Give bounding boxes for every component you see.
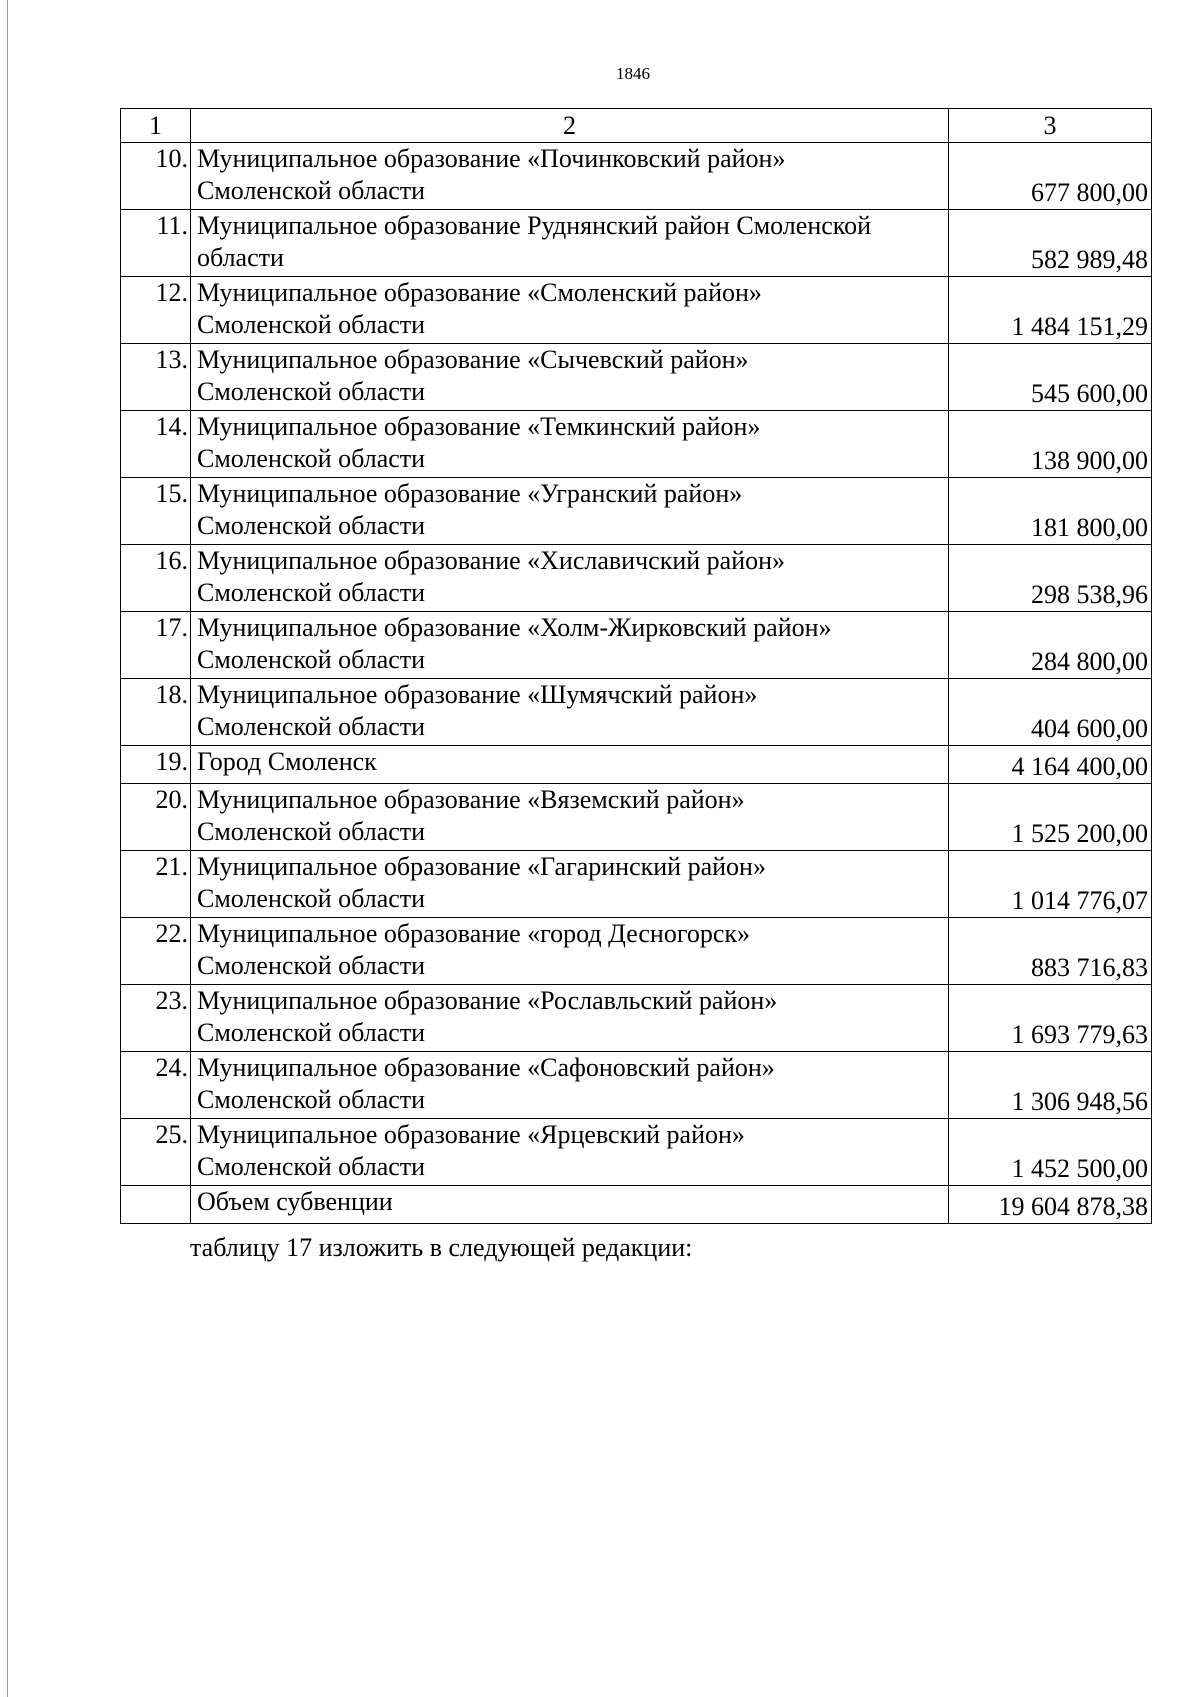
table-row	[121, 143, 1152, 210]
row-number: 17.	[121, 612, 191, 679]
municipality-name	[191, 344, 949, 411]
table-row	[121, 545, 1152, 612]
column-header-1: 1	[121, 109, 191, 143]
municipality-name	[191, 918, 949, 985]
row-number: 16.	[121, 545, 191, 612]
municipality-name-line1: Муниципальное образование «Угранский район»	[197, 479, 743, 508]
municipality-name-line1: Муниципальное образование «Смоленский район»	[197, 278, 762, 307]
subsidy-amount: 298 538,96	[949, 545, 1152, 612]
table-row	[121, 746, 1152, 784]
subsidy-amount: 1 484 151,29	[949, 277, 1152, 344]
municipality-name	[191, 985, 949, 1052]
row-number: 24.	[121, 1052, 191, 1119]
page-number: 1846	[616, 64, 650, 83]
municipality-name	[191, 784, 949, 851]
municipality-name-line1: Муниципальное образование «Починковский район»	[197, 144, 786, 173]
row-number: 13.	[121, 344, 191, 411]
municipality-name-line2: Смоленской области	[197, 1018, 426, 1047]
row-number: 18.	[121, 679, 191, 746]
subsidy-amount: 404 600,00	[949, 679, 1152, 746]
subsidy-amount: 582 989,48	[949, 210, 1152, 277]
municipality-name	[191, 478, 949, 545]
table-row	[121, 985, 1152, 1052]
municipality-name-line1: Муниципальное образование «Сафоновский район»	[197, 1053, 775, 1082]
row-number: 19.	[121, 746, 191, 784]
table-row	[121, 210, 1152, 277]
table-row	[121, 918, 1152, 985]
table-row	[121, 344, 1152, 411]
table-body	[121, 109, 1152, 1224]
column-header-2: 2	[191, 109, 949, 143]
municipality-name-line1: Муниципальное образование «Сычевский район»	[197, 345, 749, 374]
municipality-name-line1: Муниципальное образование Руднянский район Смоленской	[197, 211, 871, 240]
subsidy-amount: 284 800,00	[949, 612, 1152, 679]
subsidy-amount: 545 600,00	[949, 344, 1152, 411]
municipality-name-line1: Муниципальное образование «Рославльский район»	[197, 986, 778, 1015]
row-number: 12.	[121, 277, 191, 344]
municipality-name-line1: Муниципальное образование «город Десногорск»	[197, 919, 751, 948]
municipality-name	[191, 1119, 949, 1186]
table-row	[121, 1119, 1152, 1186]
trailing-instruction-text: таблицу 17 изложить в следующей редакции:	[190, 1233, 693, 1262]
subsidy-amount: 1 452 500,00	[949, 1119, 1152, 1186]
total-amount: 19 604 878,38	[949, 1186, 1152, 1224]
table-row	[121, 411, 1152, 478]
municipality-name-line1: Муниципальное образование «Хиславичский район»	[197, 546, 786, 575]
total-row	[121, 1186, 1152, 1224]
row-number: 22.	[121, 918, 191, 985]
municipality-name-line2: Смоленской области	[197, 176, 426, 205]
municipality-name	[191, 143, 949, 210]
table-row	[121, 784, 1152, 851]
total-label: Объем субвенции	[191, 1186, 949, 1224]
municipality-name-line2: Смоленской области	[197, 712, 426, 741]
municipality-name-line1: Муниципальное образование «Ярцевский район»	[197, 1120, 745, 1149]
municipality-name	[191, 746, 949, 784]
table-row	[121, 277, 1152, 344]
row-number: 14.	[121, 411, 191, 478]
municipality-name-line2: Смоленской области	[197, 817, 426, 846]
municipality-name	[191, 851, 949, 918]
municipality-name-line1: Муниципальное образование «Гагаринский район»	[197, 852, 766, 881]
table-header-row	[121, 109, 1152, 143]
subsidy-amount: 1 693 779,63	[949, 985, 1152, 1052]
row-number: 10.	[121, 143, 191, 210]
municipality-name	[191, 277, 949, 344]
table-row	[121, 851, 1152, 918]
scan-edge-line	[7, 0, 8, 1697]
row-number: 23.	[121, 985, 191, 1052]
municipality-name-line2: Смоленской области	[197, 444, 426, 473]
municipality-name-line2: Смоленской области	[197, 578, 426, 607]
municipality-name-line2: Смоленской области	[197, 1152, 426, 1181]
municipality-name-line2: Смоленской области	[197, 645, 426, 674]
table-row	[121, 478, 1152, 545]
municipality-name-line1: Город Смоленск	[197, 747, 377, 776]
row-number: 21.	[121, 851, 191, 918]
row-number: 20.	[121, 784, 191, 851]
subsidy-amount: 1 014 776,07	[949, 851, 1152, 918]
municipality-name-line1: Муниципальное образование «Вяземский район»	[197, 785, 745, 814]
municipality-name	[191, 411, 949, 478]
table-row	[121, 679, 1152, 746]
municipality-name-line1: Муниципальное образование «Темкинский район»	[197, 412, 761, 441]
row-number: 11.	[121, 210, 191, 277]
subsidy-amount: 181 800,00	[949, 478, 1152, 545]
subsidy-amount: 677 800,00	[949, 143, 1152, 210]
municipality-name-line2: Смоленской области	[197, 884, 426, 913]
subsidy-table	[120, 108, 1152, 1224]
table-row	[121, 612, 1152, 679]
municipality-name	[191, 210, 949, 277]
row-number: 15.	[121, 478, 191, 545]
municipality-name-line2: Смоленской области	[197, 951, 426, 980]
table-row	[121, 1052, 1152, 1119]
subsidy-amount: 1 525 200,00	[949, 784, 1152, 851]
subsidy-amount: 4 164 400,00	[949, 746, 1152, 784]
municipality-name	[191, 1052, 949, 1119]
subsidy-amount: 883 716,83	[949, 918, 1152, 985]
subsidy-amount: 138 900,00	[949, 411, 1152, 478]
municipality-name-line2: Смоленской области	[197, 310, 426, 339]
municipality-name-line2: области	[197, 243, 284, 272]
municipality-name-line2: Смоленской области	[197, 511, 426, 540]
municipality-name-line2: Смоленской области	[197, 1085, 426, 1114]
municipality-name-line1: Муниципальное образование «Шумячский район»	[197, 680, 758, 709]
total-row-number-cell	[121, 1186, 191, 1224]
municipality-name	[191, 612, 949, 679]
row-number: 25.	[121, 1119, 191, 1186]
column-header-3: 3	[949, 109, 1152, 143]
municipality-name	[191, 679, 949, 746]
subsidy-amount: 1 306 948,56	[949, 1052, 1152, 1119]
municipality-name-line2: Смоленской области	[197, 377, 426, 406]
municipality-name	[191, 545, 949, 612]
municipality-name-line1: Муниципальное образование «Холм-Жирковский район»	[197, 613, 832, 642]
